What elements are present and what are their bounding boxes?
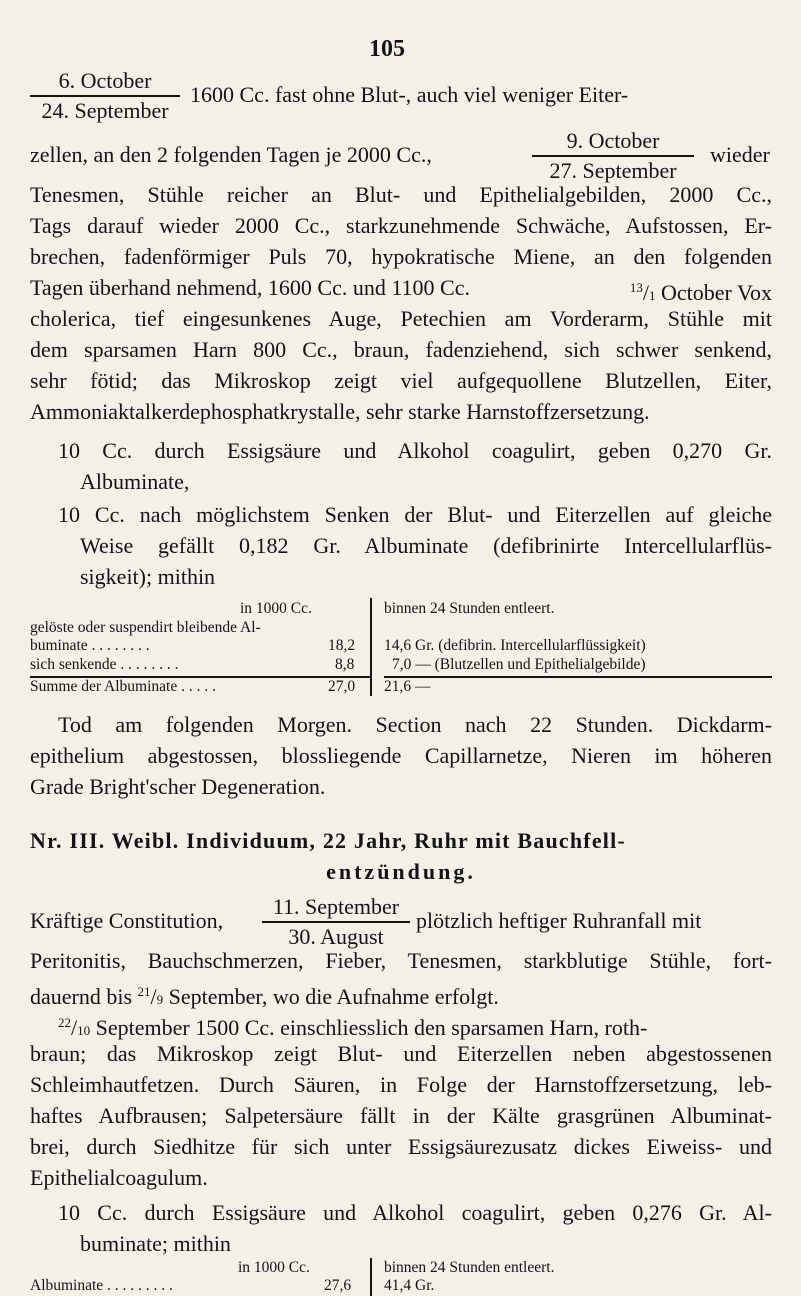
table-header: binnen 24 Stunden entleert. [384,600,555,617]
text-line: 1600 Cc. fast ohne Blut-, auch viel weniger Eiter- [190,82,629,107]
text-line: sehr fötid; das Mikroskop zeigt viel aufgequollene Blutzellen, Eiter, [30,368,772,393]
text-line: Tags darauf wieder 2000 Cc., starkzunehmende Schwäche, Aufstossen, Er- [30,213,772,238]
text-line: Peritonitis, Bauchschmerzen, Fieber, Tenesmen, starkblutige Stühle, fort- [30,948,772,973]
text-line: 10 Cc. nach möglichstem Senken der Blut- und Eiterzellen auf gleiche [58,502,772,527]
table-cell: 8,8 [335,656,355,673]
table-cell: 14,6 Gr. (defibrin. Intercellularflüssigkeit) [384,637,646,654]
table-divider [370,1258,372,1296]
text-line: Ammoniaktalkerdephosphatkrystalle, sehr starke Harnstoffzersetzung. [30,399,650,424]
text-line: cholerica, tief eingesunkenes Auge, Petechien am Vorderarm, Stühle mit [30,306,772,331]
fraction-sup: 21 [137,984,151,999]
table-cell: 18,2 [328,637,356,654]
table-sum-label: Summe der Albuminate . . . . . [30,678,216,695]
text-line: brei, durch Siedhitze für sich unter Essigsäurezusatz dickes Eiweiss- und [30,1134,772,1159]
text-line: sigkeit); mithin [80,564,216,589]
text-line: dauernd bis $^{21}$/9 September, wo die Aufnahme erfolgt. [30,984,499,1009]
table-cell: 7,0 — (Blutzellen und Epithelialgebilde) [392,656,646,673]
text-line: buminate; mithin [80,1231,231,1256]
text-line: braun; das Mikroskop zeigt Blut- und Eiterzellen neben abgestossenen [30,1041,772,1066]
fraction-denominator: 24. September [41,98,169,123]
table-header: in 1000 Cc. [240,600,312,617]
table-rule [384,676,772,678]
text-line [30,275,772,309]
text-line: Tenesmen, Stühle reicher an Blut- und Epithelialgebilden, 2000 Cc., [30,182,772,207]
table-sum-right: 21,6 — [384,678,431,695]
fraction-sub: 10 [77,1023,91,1038]
fraction-sub: 1 [648,288,656,303]
table-divider [370,598,372,696]
text-line: Epithelialcoagulum. [30,1165,208,1190]
text-segment: $^{13}$/1 October Vox [629,280,772,305]
text-line: 10 Cc. durch Essigsäure und Alkohol coagulirt, geben 0,276 Gr. Al- [58,1200,772,1225]
text-line: Schleimhautfetzen. Durch Säuren, in Folge der Harnstoffzersetzung, leb- [30,1072,772,1097]
text-line: Weise gefällt 0,182 Gr. Albuminate (defibrinirte Intercellularflüs- [80,533,772,558]
table-sum-value: 27,0 [328,678,356,695]
fraction-bar [262,921,410,923]
fraction-bar [30,95,180,97]
section-heading: Nr. III. Weibl. Individuum, 22 Jahr, Ruhr mit Bauchfell- [30,828,626,853]
table-cell: 27,6 [324,1277,352,1294]
text-line: 10 Cc. durch Essigsäure und Alkohol coagulirt, geben 0,270 Gr. [58,438,772,463]
text-segment: dauernd bis [30,984,133,1009]
table-cell: sich senkende . . . . . . . . [30,656,179,673]
text-segment: October Vox [660,280,772,305]
section-heading: entzündung. [326,859,476,884]
table-cell: 41,4 Gr. [384,1277,435,1294]
text-line: wieder [710,142,770,167]
fraction-sup: 22 [58,1015,71,1030]
text-segment: September, wo die Aufnahme erfolgt. [168,984,499,1009]
text-line: Tod am folgenden Morgen. Section nach 22 Stunden. Dickdarm- [58,712,772,737]
text-line: Kräftige Constitution, [30,908,224,933]
text-line: epithelium abgestossen, blossliegende Capillarnetze, Nieren im höheren [30,743,772,768]
fraction-denominator: 27. September [549,158,677,183]
table-cell: buminate . . . . . . . . [30,637,150,654]
text-line: Albuminate, [80,469,190,494]
fraction-sub: 9 [156,992,164,1007]
date-fraction-2 [532,128,694,184]
table-header: binnen 24 Stunden entleert. [384,1259,555,1276]
text-segment: Tagen überhand nehmend, 1600 Cc. und 1100 Cc. [30,275,470,300]
fraction-denominator: 30. August [288,924,384,949]
table-header: in 1000 Cc. [238,1259,310,1276]
date-fraction-3 [262,894,410,950]
text-line: plötzlich heftiger Ruhranfall mit [416,908,702,933]
table-cell: gelöste oder suspendirt bleibende Al- [30,619,261,636]
fraction-numerator: 9. October [566,128,660,153]
text-line: dem sparsamen Harn 800 Cc., braun, fadenziehend, sich schwer senkend, [30,337,772,362]
table-cell: Albuminate . . . . . . . . . [30,1277,173,1294]
text-line: haftes Aufbrausen; Salpetersäure fällt in der Kälte grasgrünen Albuminat- [30,1103,772,1128]
text-segment: September 1500 Cc. einschliesslich den sparsamen Harn, roth- [95,1015,648,1040]
text-line: $^{22}$/10 September 1500 Cc. einschliesslich den sparsamen Harn, roth- [58,1015,648,1040]
text-line: Grade Bright'scher Degeneration. [30,774,326,799]
fraction-sup: 13 [629,280,643,295]
fraction-numerator: 6. October [58,68,152,93]
fraction-bar [532,155,694,157]
date-fraction-1 [30,68,180,124]
fraction-numerator: 11. September [272,894,400,919]
page-number: 105 [369,36,405,62]
text-line: brechen, fadenförmiger Puls 70, hypokratische Miene, an den folgenden [30,244,772,269]
text-line: zellen, an den 2 folgenden Tagen je 2000 Cc., [30,142,432,167]
